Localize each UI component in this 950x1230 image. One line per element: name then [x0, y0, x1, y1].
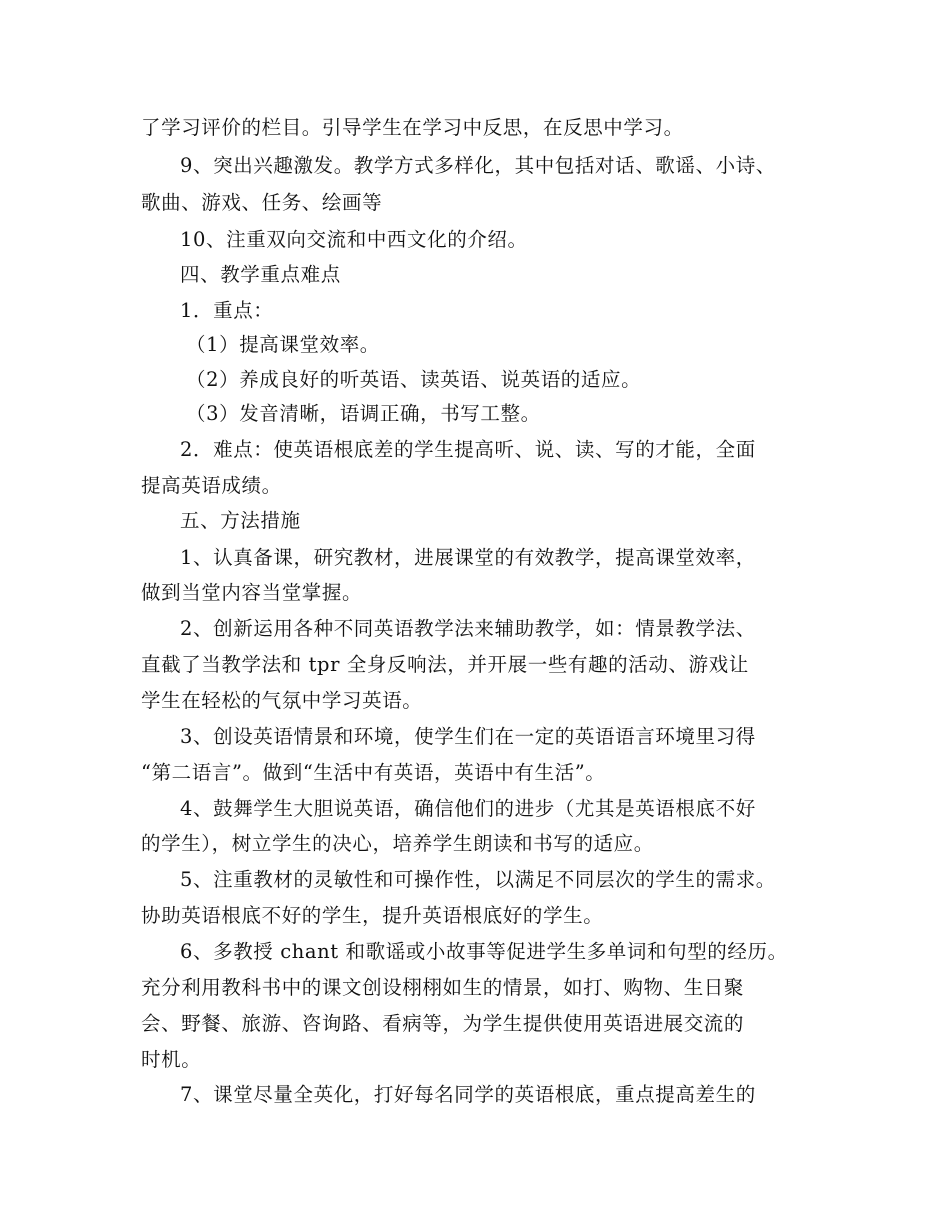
text-line: 歌曲、游戏、任务、绘画等 — [141, 191, 383, 214]
text-line: 2．难点：使英语根底差的学生提高听、说、读、写的才能，全面 — [180, 438, 756, 461]
subheading: 1．重点： — [180, 299, 274, 322]
text-line: 了学习评价的栏目。引导学生在学习中反思，在反思中学习。 — [141, 116, 684, 139]
section-heading: 五、方法措施 — [180, 509, 301, 532]
text-line: 时机。 — [141, 1048, 202, 1071]
text-line: 做到当堂内容当堂掌握。 — [141, 581, 363, 604]
text-line: “第二语言”。做到“生活中有英语，英语中有生活”。 — [141, 761, 606, 784]
text-line: 4、鼓舞学生大胆说英语，确信他们的进步（尤其是英语根底不好 — [180, 797, 756, 820]
text-line: 充分利用教科书中的课文创设栩栩如生的情景，如打、购物、生日聚 — [141, 976, 745, 999]
text-line: 3、创设英语情景和环境，使学生们在一定的英语语言环境里习得 — [180, 725, 756, 748]
text-line: 6、多教授 chant 和歌谣或小故事等促进学生多单词和句型的经历。 — [180, 940, 788, 963]
text-line: 2、创新运用各种不同英语教学法来辅助教学，如：情景教学法、 — [180, 617, 756, 640]
text-line: 9、突出兴趣激发。教学方式多样化，其中包括对话、歌谣、小诗、 — [180, 154, 776, 177]
text-line: 10、注重双向交流和中西文化的介绍。 — [180, 228, 528, 251]
text-line: 5、注重教材的灵敏性和可操作性，以满足不同层次的学生的需求。 — [180, 868, 776, 891]
text-line: 1、认真备课，研究教材，进展课堂的有效教学，提高课堂效率， — [180, 546, 756, 569]
text-line: 协助英语根底不好的学生，提升英语根底好的学生。 — [141, 904, 604, 927]
list-item: （2）养成良好的听英语、读英语、说英语的适应。 — [186, 368, 642, 391]
section-heading: 四、教学重点难点 — [180, 263, 341, 286]
text-line: 直截了当教学法和 tpr 全身反响法，并开展一些有趣的活动、游戏让 — [141, 653, 749, 676]
list-item: （1）提高课堂效率。 — [186, 333, 380, 356]
list-item: （3）发音清晰，语调正确，书写工整。 — [186, 402, 541, 425]
text-line: 提高英语成绩。 — [141, 474, 282, 497]
text-line: 的学生），树立学生的决心，培养学生朗读和书写的适应。 — [141, 832, 654, 855]
text-line: 会、野餐、旅游、咨询路、看病等，为学生提供使用英语进展交流的 — [141, 1012, 745, 1035]
text-line: 7、课堂尽量全英化，打好每名同学的英语根底，重点提高差生的 — [180, 1083, 756, 1106]
text-line: 学生在轻松的气氛中学习英语。 — [141, 689, 423, 712]
